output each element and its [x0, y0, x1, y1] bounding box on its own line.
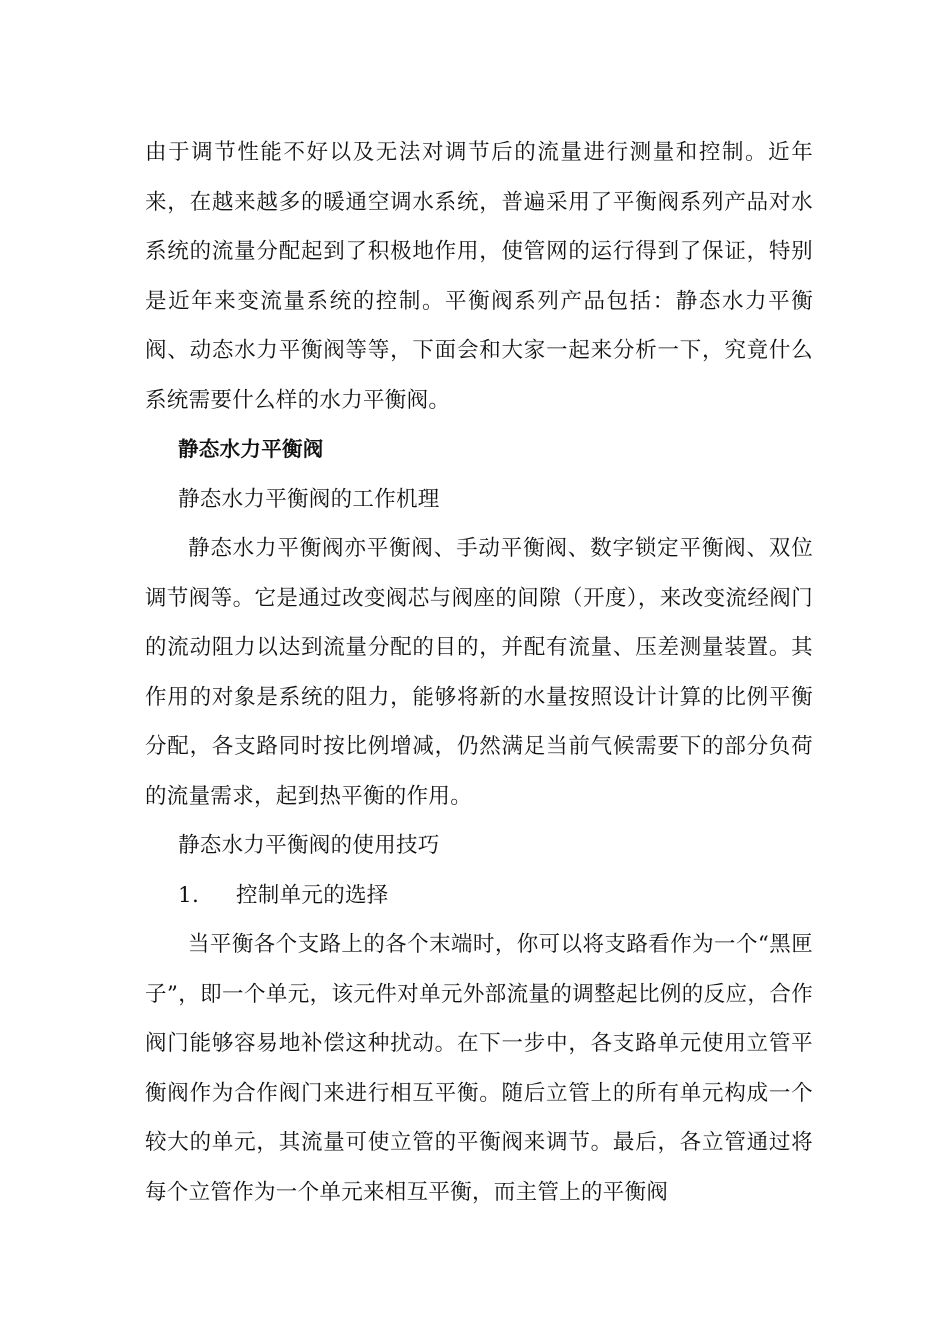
body-paragraph-control-unit: 当平衡各个支路上的各个末端时，你可以将支路看作为一个“黑匣子”，即一个单元，该元件对单元外部流量的调整起比例的反应，合作阀门能够容易地补偿这种扰动。在下一步中，各支路单元使用立管平衡阀作为合作阀门来进行相互平衡。随后立管上的所有单元构成一个较大的单元，其流量可使立管的平衡阀来调节。最后，各立管通过将每个立管作为一个单元来相互平衡，而主管上的平衡阀 — [145, 932, 813, 1205]
list-item — [145, 871, 813, 921]
subsection-heading-usage-tips: 静态水力平衡阀的使用技巧 — [178, 833, 440, 858]
list-item-text: 控制单元的选择 — [236, 882, 389, 908]
subsection-heading-mechanism: 静态水力平衡阀的工作机理 — [178, 486, 440, 512]
body-paragraph-mechanism: 静态水力平衡阀亦平衡阀、手动平衡阀、数字锁定平衡阀、双位调节阀等。它是通过改变阀芯与阀座的间隙（开度），来改变流经阀门的流动阻力以达到流量分配的目的，并配有流量、压差测量装置。其作用的对象是系统的阻力，能够将新的水量按照设计计算的比例平衡分配，各支路同时按比例增减，仍然满足当前气候需要下的部分负荷的流量需求，起到热平衡的作用。 — [145, 536, 813, 809]
body-paragraph-intro: 由于调节性能不好以及无法对调节后的流量进行测量和控制。近年来，在越来越多的暖通空调水系统，普遍采用了平衡阀系列产品对水系统的流量分配起到了积极地作用，使管网的运行得到了保证，特别是近年来变流量系统的控制。平衡阀系列产品包括：静态水力平衡阀、动态水力平衡阀等等，下面会和大家一起来分析一下，究竟什么系统需要什么样的水力平衡阀。 — [145, 140, 813, 413]
list-item-number: 1. — [178, 882, 200, 908]
section-heading: 静态水力平衡阀 — [178, 437, 324, 461]
document-body — [145, 128, 813, 1217]
